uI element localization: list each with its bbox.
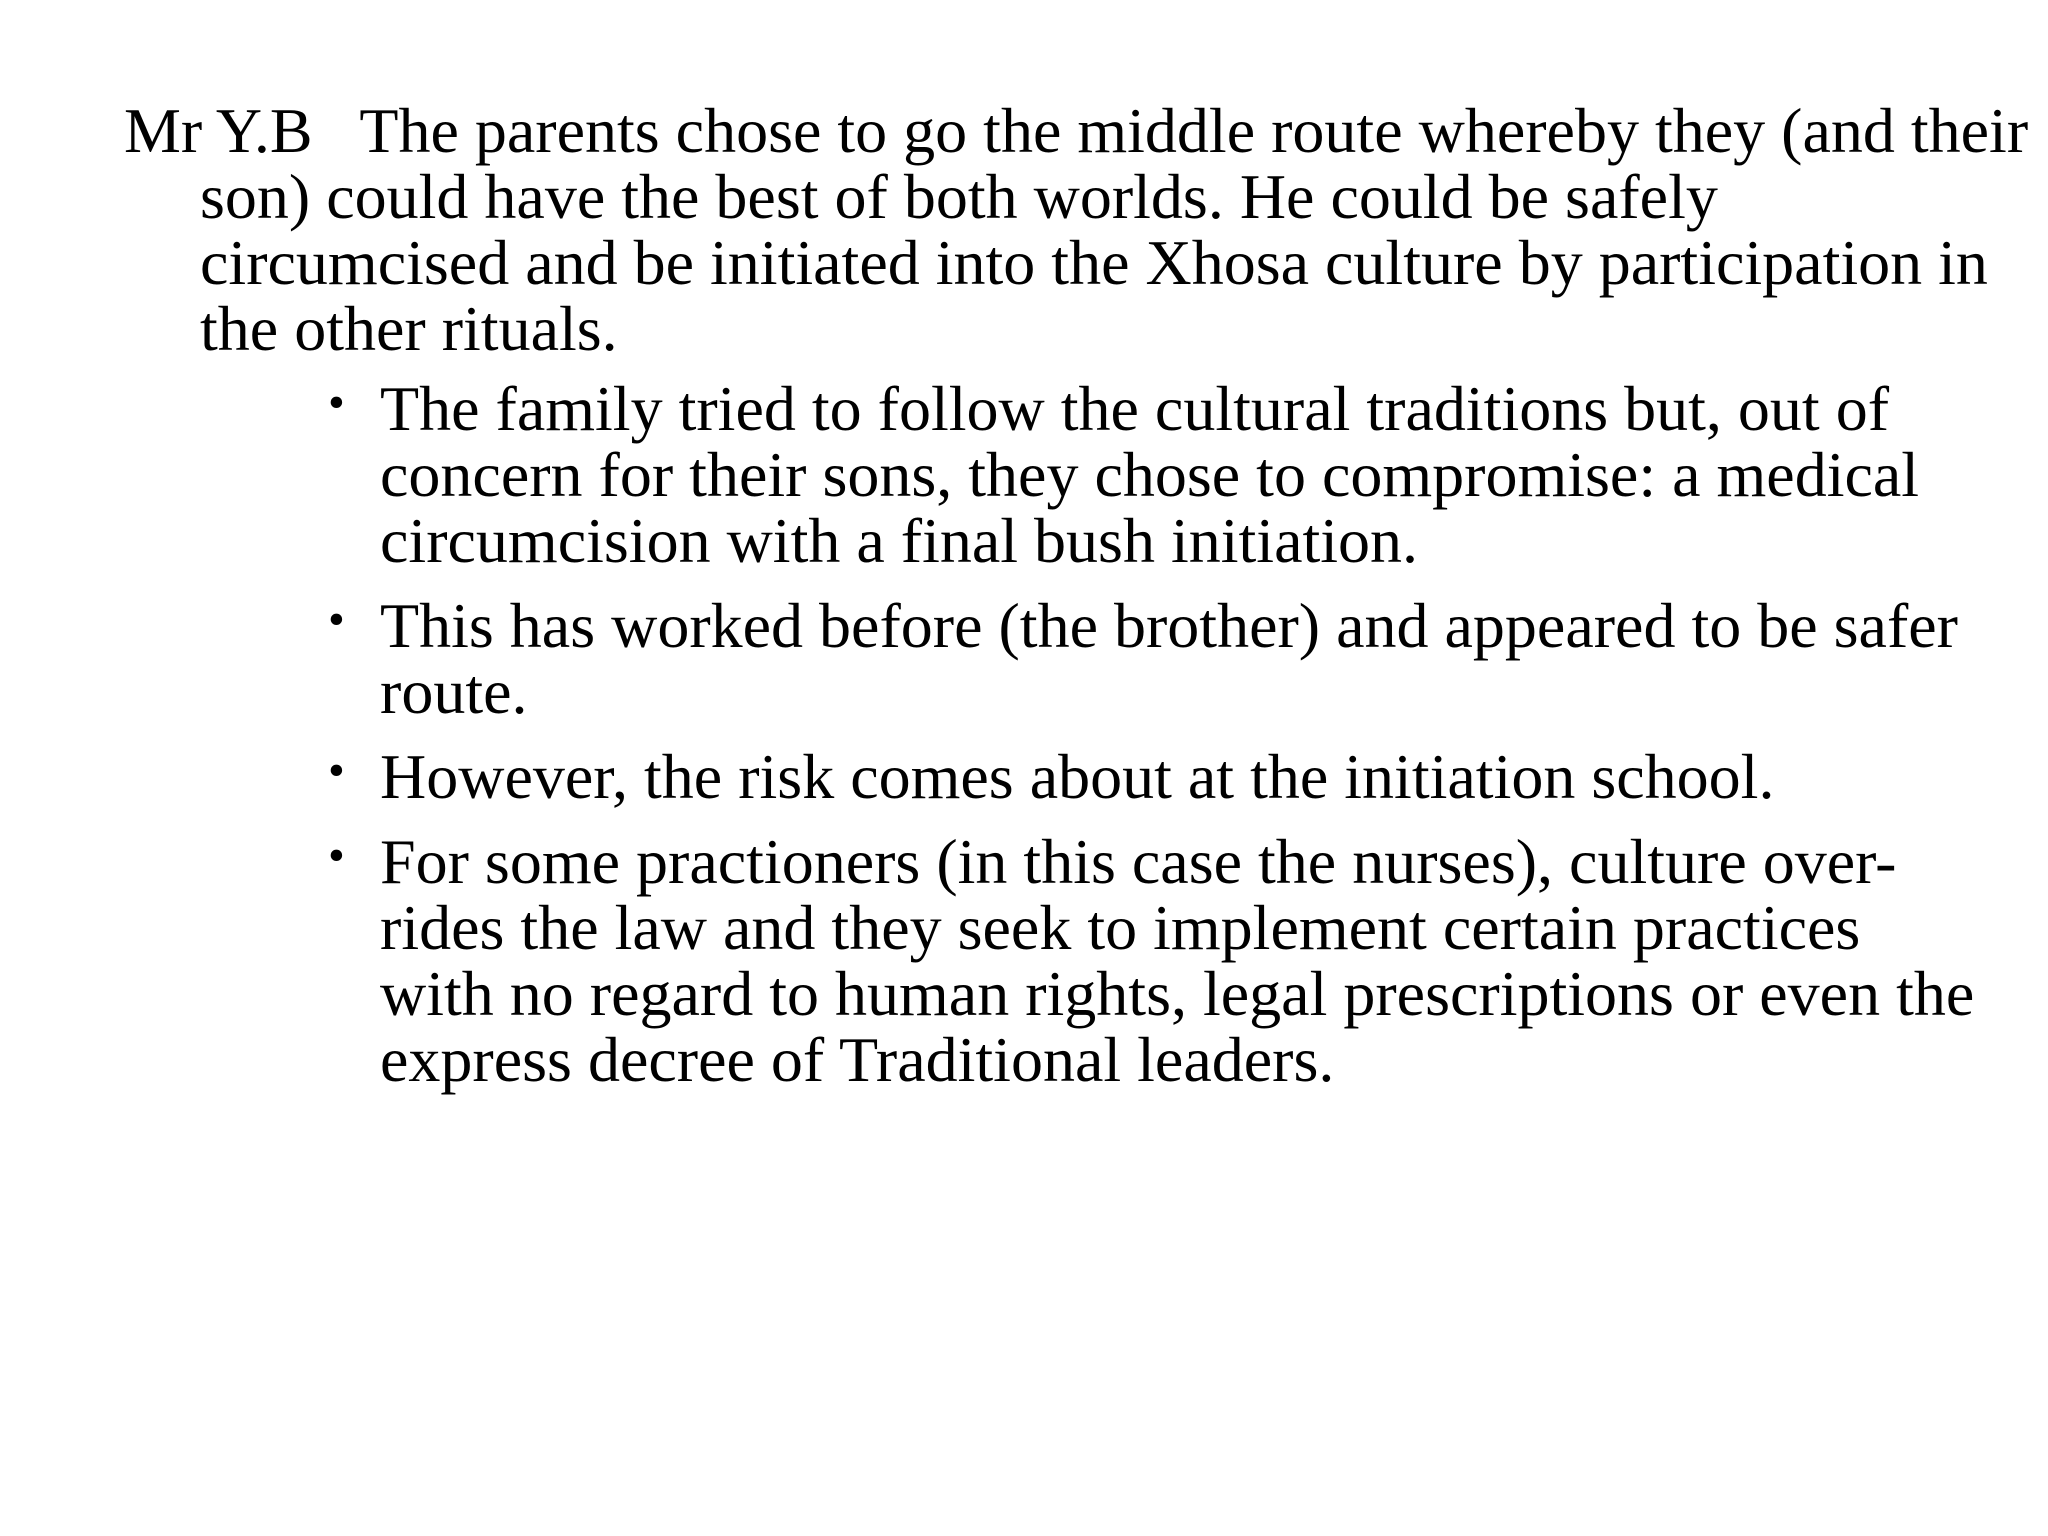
bullet-text: This has worked before (the brother) and appeared to be safer route. [380, 590, 1958, 727]
speaker-label: Mr Y.B [124, 95, 313, 166]
bullet-icon: • [328, 593, 345, 646]
bullet-item [328, 826, 1980, 1095]
bullet-item [328, 590, 1980, 727]
lead-text: The parents chose to go the middle route whereby they (and their son) could have the best of both worlds. He could be safely circumcised and be initiated into the Xhosa culture by participation in the other rituals. [200, 95, 2045, 364]
lead-paragraph [124, 95, 2045, 364]
bullet-text: However, the risk comes about at the initiation school. [380, 741, 1775, 812]
bullet-text: For some practioners (in this case the nurses), culture over-rides the law and they seek to implement certain practices with no regard to human rights, legal prescriptions or even the express decree of Traditional leaders. [380, 826, 1975, 1095]
bullet-list [328, 373, 1980, 1112]
bullet-icon: • [328, 829, 345, 882]
bullet-icon: • [328, 376, 345, 429]
bullet-item [328, 373, 1980, 576]
bullet-item [328, 741, 1980, 812]
bullet-text: The family tried to follow the cultural traditions but, out of concern for their sons, they chose to compromise: a medical circumcision with a final bush initiation. [380, 373, 1920, 576]
bullet-icon: • [328, 744, 345, 797]
